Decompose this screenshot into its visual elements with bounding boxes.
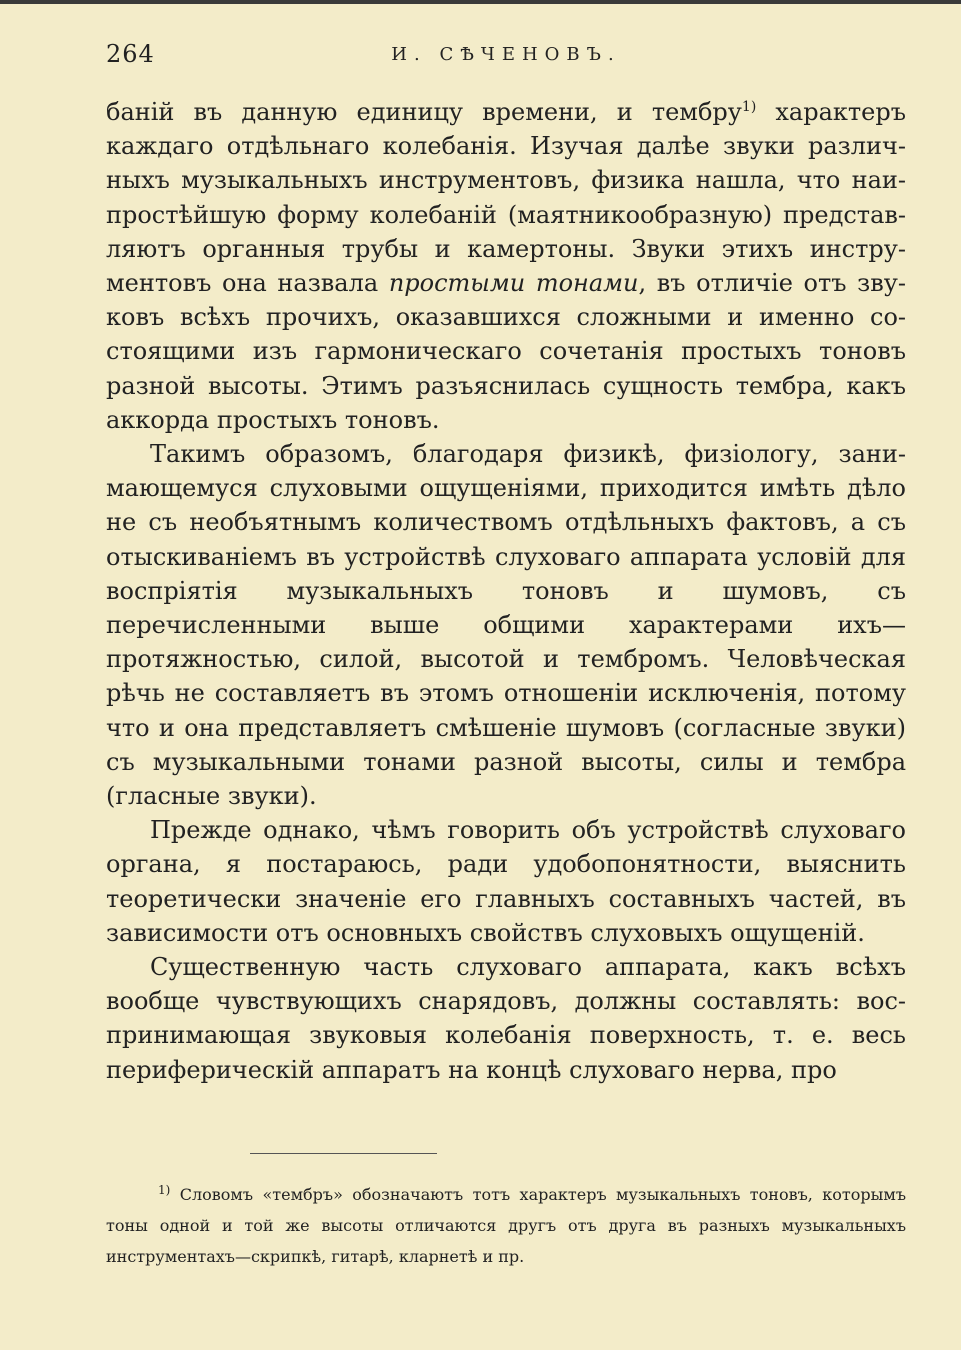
top-border-rule: [0, 0, 961, 4]
body-text: [106, 90, 906, 1087]
footnote-paragraph: [106, 1175, 906, 1272]
running-title: И. СѢЧЕНОВЪ.: [391, 44, 621, 65]
paragraph-2: Такимъ образомъ, благодаря физикѣ, физіологу, занимающемуся слуховыми ощущеніями, приходится имѣть дѣло не съ необъятнымъ количествомъ отдѣльныхъ фактовъ, а съ отыскиваніемъ въ устройствѣ слуховаго аппарата условій для воспріятія музыкальныхъ тоновъ и шумовъ, съ перечисленными выше общими характерами ихъ— протяжностью, силой, высотой и тембромъ. Человѣческая рѣчь не составляетъ въ этомъ отношеніи исключенія, потому что и она представляетъ смѣшеніе шумовъ (согласные звуки) съ музыкальными тонами разной высоты, силы и тембра (гласные звуки).: [106, 440, 906, 811]
paragraph-3: Прежде однако, чѣмъ говорить объ устройствѣ слуховаго органа, я постараюсь, ради удобопонятности, выяснить теоретически значеніе его главныхъ составныхъ частей, въ зависимости отъ основныхъ свойствъ слуховыхъ ощущеній.: [106, 816, 906, 947]
paragraph-1-start: баній въ данную единицу времени, и тембру: [106, 98, 742, 126]
page-number: 264: [106, 40, 155, 68]
italic-term: простыми тонами: [388, 269, 639, 298]
page-header: [106, 40, 906, 76]
paragraph-1-end: , въ отличіе отъ звуковъ всѣхъ прочихъ, оказавшихся сложными и именно состоящими изъ гармоническаго сочетанія простыхъ тоновъ разной высоты. Этимъ разъяснилась сущность тембра, какъ аккорда простыхъ тоновъ.: [106, 269, 906, 434]
paragraph-1-middle: характеръ каждаго отдѣльнаго колебанія. Изучая далѣе звуки различныхъ музыкальныхъ инструментовъ, физика нашла, что наипростѣйшую форму колебаній (маятникообразную) представляютъ органныя трубы и камертоны. Звуки этихъ инструментовъ она назвала: [106, 98, 906, 298]
paragraph-4: Существенную часть слуховаго аппарата, какъ всѣхъ вообще чувствующихъ снарядовъ, должны составлять: воспринимающая звуковыя колебанія поверхность, т. е. весь периферическій аппаратъ на концѣ слуховаго нерва, про: [106, 953, 906, 1084]
footnote-reference: 1): [741, 99, 757, 115]
paragraph-1: [106, 90, 906, 437]
footnote-separator: [250, 1153, 437, 1154]
footnote: [106, 1175, 906, 1272]
footnote-marker: 1): [158, 1183, 171, 1197]
footnote-text: Словомъ «тембръ» обозначаютъ тотъ характеръ музыкальныхъ тоновъ, которымъ тоны одной и той же высоты отличаются другъ отъ друга въ разныхъ музыкальныхъ инструментахъ—скрипкѣ, гитарѣ, кларнетѣ и пр.: [106, 1185, 906, 1266]
